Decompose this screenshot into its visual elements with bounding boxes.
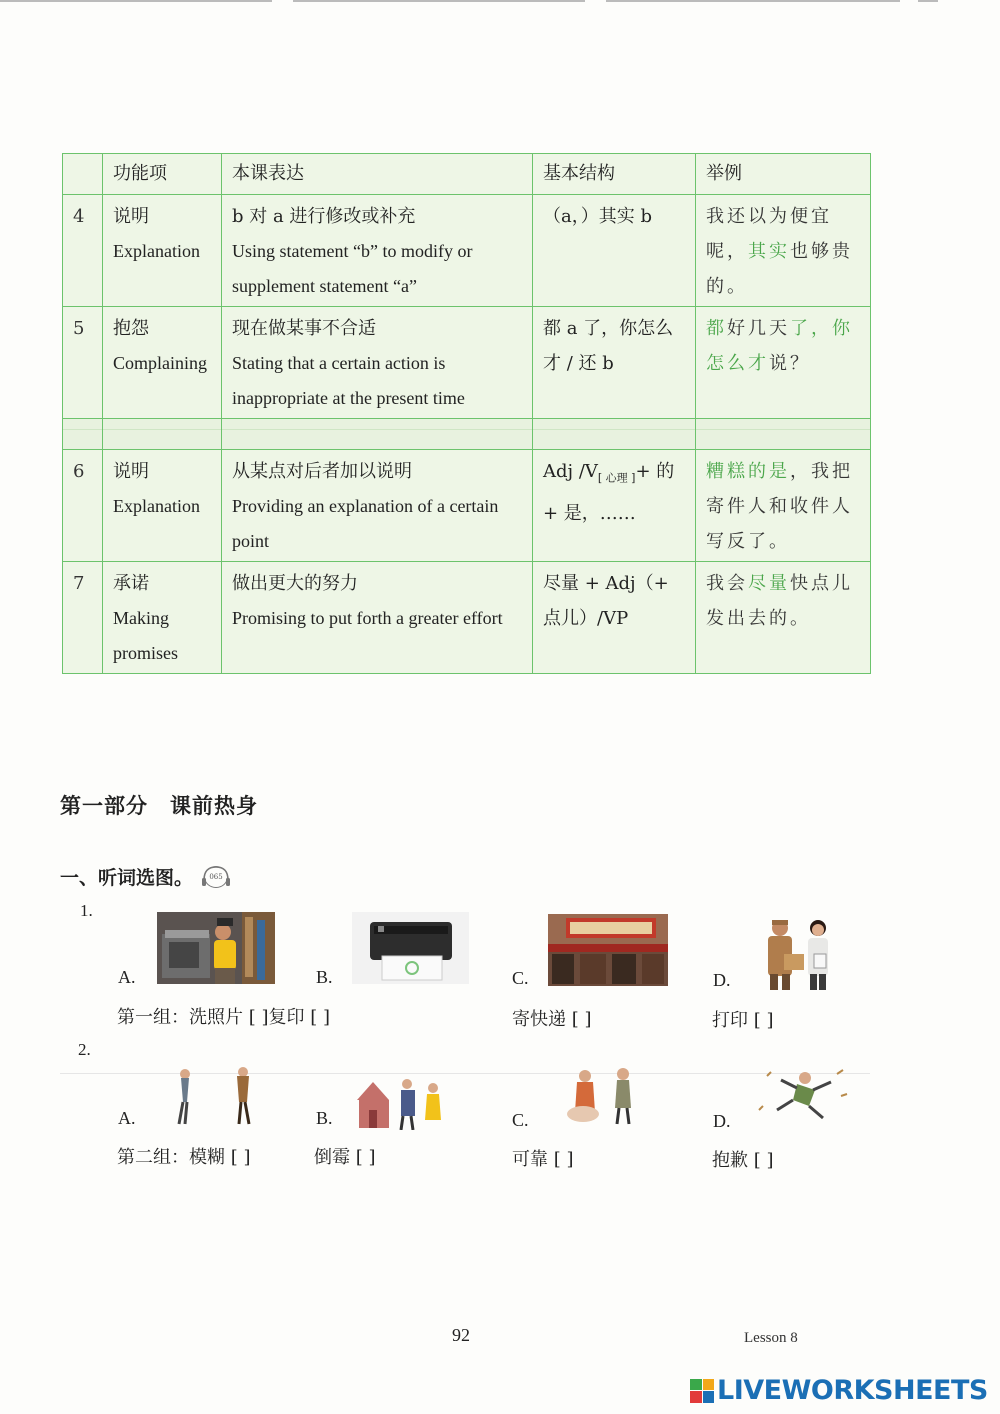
expression-en: Stating that a certain action is inappropriate at the present time [232,353,465,408]
page-number: 92 [452,1325,470,1345]
row-number: 7 [63,562,103,674]
house-people-image [355,1070,450,1130]
structure-text: Adj /V [543,461,598,482]
lesson-label: Lesson 8 [744,1330,798,1346]
row-number: 6 [63,450,103,562]
audio-headphones-icon[interactable] [201,864,231,890]
table-header-cell: 举例 [696,154,871,195]
expression-en: Providing an explanation of a certain point [232,496,499,551]
helping-elder-illustration [555,1062,650,1126]
example-text: ，我把寄件人和收件人写反了。 [706,461,853,552]
function-zh: 抱怨 [113,318,149,339]
table-header-cell [63,154,103,195]
answer-blank[interactable]: 打印 [ ] [712,1010,774,1031]
bowing-people-illustration [165,1060,265,1126]
printer-image [352,912,469,984]
top-border-line [0,0,272,2]
structure-cell [533,450,696,562]
option-label: B. [316,967,333,987]
example-highlight: 糟糕的是 [706,461,790,482]
shop-storefront-photo [548,914,668,986]
brand-name: LIVEWORKSHEETS [717,1375,988,1406]
answer-blank[interactable]: 可靠 [ ] [512,1149,574,1170]
answer-blank[interactable]: 寄快递 [ ] [512,1009,592,1030]
delivery-person-photo [756,914,840,990]
printer-photo [352,912,469,984]
falling-person-illustration [757,1066,852,1128]
answer-blank[interactable]: 第一组：洗照片 [ ]复印 [ ] [117,1007,330,1028]
function-zh: 承诺 [113,573,149,594]
expression-en: Promising to put forth a greater effort [232,608,503,628]
bowing-image [165,1060,265,1126]
helping-image [555,1062,650,1126]
example-text: 快点儿发出去的。 [706,573,853,629]
function-zh: 说明 [113,206,149,227]
function-cell [103,450,222,562]
liveworksheets-brand[interactable] [690,1375,988,1406]
expression-zh: 做出更大的努力 [232,573,358,594]
question-number: 1. [80,901,93,920]
example-cell [696,307,871,419]
function-en: Complaining [113,353,207,373]
example-highlight: 都 [706,318,727,339]
row-number: 5 [63,307,103,419]
function-table [62,153,871,674]
example-highlight: 尽量 [748,573,790,594]
photocopier-image [157,912,275,984]
table-gap-row [63,419,871,450]
answer-blank[interactable]: 第二组：模糊 [ ] [117,1147,251,1168]
example-text: 说？ [769,353,811,374]
exercise-title [60,863,231,890]
section-title: 第一部分 课前热身 [60,793,258,818]
structure-text: + 的 + 是，…… [543,461,675,524]
photocopier-photo [157,912,275,984]
table-row [63,450,871,562]
example-cell [696,562,871,674]
option-label: D. [713,970,731,990]
structure-subscript: [ 心理 ] [597,471,636,485]
example-text: 也够贵的。 [706,241,853,297]
example-cell [696,195,871,307]
expression-cell [222,562,533,674]
table-row [63,562,871,674]
example-text: 我还以为便宜呢， [706,206,832,262]
top-border-line [293,0,585,2]
headphones-icon [201,864,231,890]
table-header-cell: 功能项 [103,154,222,195]
example-text: 好几天 [727,318,790,339]
structure-cell: （a，）其实 b [533,195,696,307]
option-label: A. [118,1108,136,1128]
answer-blank[interactable]: 抱歉 [ ] [712,1150,774,1171]
expression-cell [222,450,533,562]
example-cell [696,450,871,562]
expression-zh: 现在做某事不合适 [232,318,376,339]
function-en: Explanation [113,241,200,261]
expression-en: Using statement “b” to modify or supplement statement “a” [232,241,473,296]
option-label: C. [512,1110,529,1130]
table-row [63,307,871,419]
row-number: 4 [63,195,103,307]
option-label: C. [512,968,529,988]
option-label: B. [316,1108,333,1128]
example-highlight: 其实 [748,241,790,262]
table-header-cell: 本课表达 [222,154,533,195]
table-header-cell: 基本结构 [533,154,696,195]
storefront-image [548,914,668,986]
table-row [63,195,871,307]
people-outside-house-illustration [355,1070,450,1130]
structure-cell: 都 a 了，你怎么才 / 还 b [533,307,696,419]
function-en: Making promises [113,608,178,663]
function-cell [103,307,222,419]
falling-image [757,1066,852,1128]
option-label: A. [118,967,136,987]
expression-cell [222,195,533,307]
example-text: 我会 [706,573,748,594]
function-en: Explanation [113,496,200,516]
liveworksheets-logo-icon [690,1379,714,1403]
exercise-title-text: 一、听词选图。 [60,867,194,889]
delivery-image [756,914,840,990]
answer-blank[interactable]: 倒霉 [ ] [314,1147,376,1168]
function-cell [103,195,222,307]
structure-cell: 尽量 + Adj（+ 点儿）/VP [533,562,696,674]
expression-zh: b 对 a 进行修改或补充 [232,206,416,227]
table-header-row [63,154,871,195]
top-border-line [606,0,900,2]
top-border-line [918,0,938,2]
example-highlight: 了，你怎么才 [706,318,853,374]
function-cell [103,562,222,674]
audio-track-label: 065 [204,866,228,888]
question-number: 2. [78,1040,91,1059]
option-label: D. [713,1111,731,1131]
function-zh: 说明 [113,461,149,482]
expression-zh: 从某点对后者加以说明 [232,461,412,482]
expression-cell [222,307,533,419]
